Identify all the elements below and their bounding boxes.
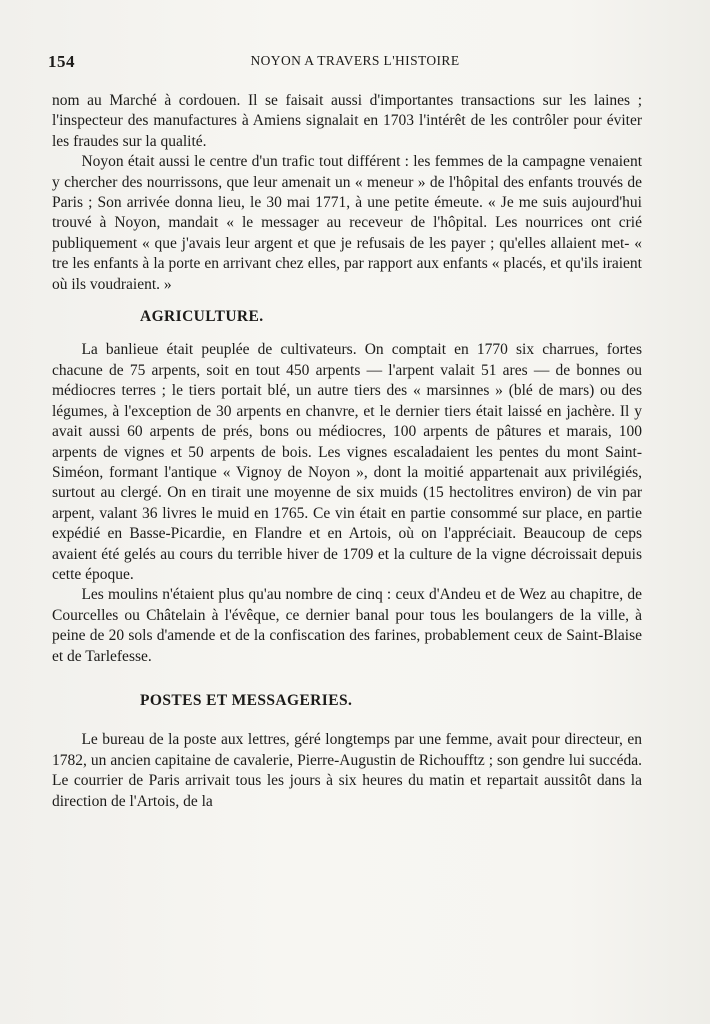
page-body [52,91,642,812]
page-header [48,50,642,74]
paragraph-mills: Les moulins n'étaient plus qu'au nombre de cinq : ceux d'Andeu et de Wez au chapitre, de Courcelles ou Châtelain à l'évêque, ce dernier banal pour tous les boulangers de la ville, à peine de 20 sols d'amende et de la confiscation des farines, probablement ceux de Saint-Blaise et de Tarlefesse. [52,586,642,665]
running-title: NOYON A TRAVERS L'HISTOIRE [250,53,460,68]
section-heading-agriculture: AGRICULTURE. [140,308,264,326]
paragraph-nurslings-trade: Noyon était aussi le centre d'un trafic tout différent : les femmes de la campagne venaient y chercher des nourrissons, que leur amenait un « meneur » de l'hôpital des enfants trouvés de Paris ; Son arrivée donna lieu, le 30 mai 1771, à une petite émeute. « Je me suis aujourd'hui trouvé à Noyon, mandait « le messager au receveur de l'hôpital. Les nourrices ont crié publiquement « que j'avais leur argent et que je refusais de les payer ; qu'elles allaient met- « tre les enfants à la porte en arrivant chez elles, par rapport aux enfants « placés, et qu'ils iraient où ils voudraient. » [52,153,642,293]
section-heading-postes: POSTES ET MESSAGERIES. [140,691,353,709]
page-number: 154 [48,52,75,71]
paragraph-textile-trade: nom au Marché à cordouen. Il se faisait aussi d'importantes transactions sur les laines ; l'inspecteur des manufactures à Amiens signalait en 1703 l'intérêt de les contrôler pour éviter les fraudes sur la qualité. [52,92,642,150]
paragraph-agriculture: La banlieue était peuplée de cultivateurs. On comptait en 1770 six charrues, fortes chacune de 75 arpents, soit en tout 450 arpents — l'arpent valait 51 ares — de bonnes ou médiocres terres ; le tiers portait blé, un autre tiers des « marsinnes » (blé de mars) ou des légumes, à l'exception de 30 arpents en chanvre, et le dernier tiers était laissé en jachère. Il y avait aussi 60 arpents de prés, bons ou médiocres, 100 arpents de pâtures et marais, 100 arpents de vignes et 50 arpents de bois. Les vignes escaladaient les pentes du mont Saint-Siméon, formant l'antique « Vignoy de Noyon », dont la moitié appartenait aux privilégiés, surtout au clergé. On en tirait une moyenne de six muids (15 hectolitres environ) de vin par arpent, valant 36 livres le muid en 1765. Ce vin était en partie consommé sur place, en partie expédié en Basse-Picardie, en Flandre et en Artois, où on l'appréciait. Beaucoup de ceps avaient été gelés au cours du terrible hiver de 1709 et la culture de la vigne décroissait depuis cette époque. [52,341,642,583]
paragraph-postal-service: Le bureau de la poste aux lettres, géré longtemps par une femme, avait pour directeur, en 1782, un ancien capitaine de cavalerie, Pierre-Augustin de Richoufftz ; son gendre lui succéda. Le courrier de Paris arrivait tous les jours à six heures du matin et repartait aussitôt dans la direction de l'Artois, de la [52,731,642,810]
